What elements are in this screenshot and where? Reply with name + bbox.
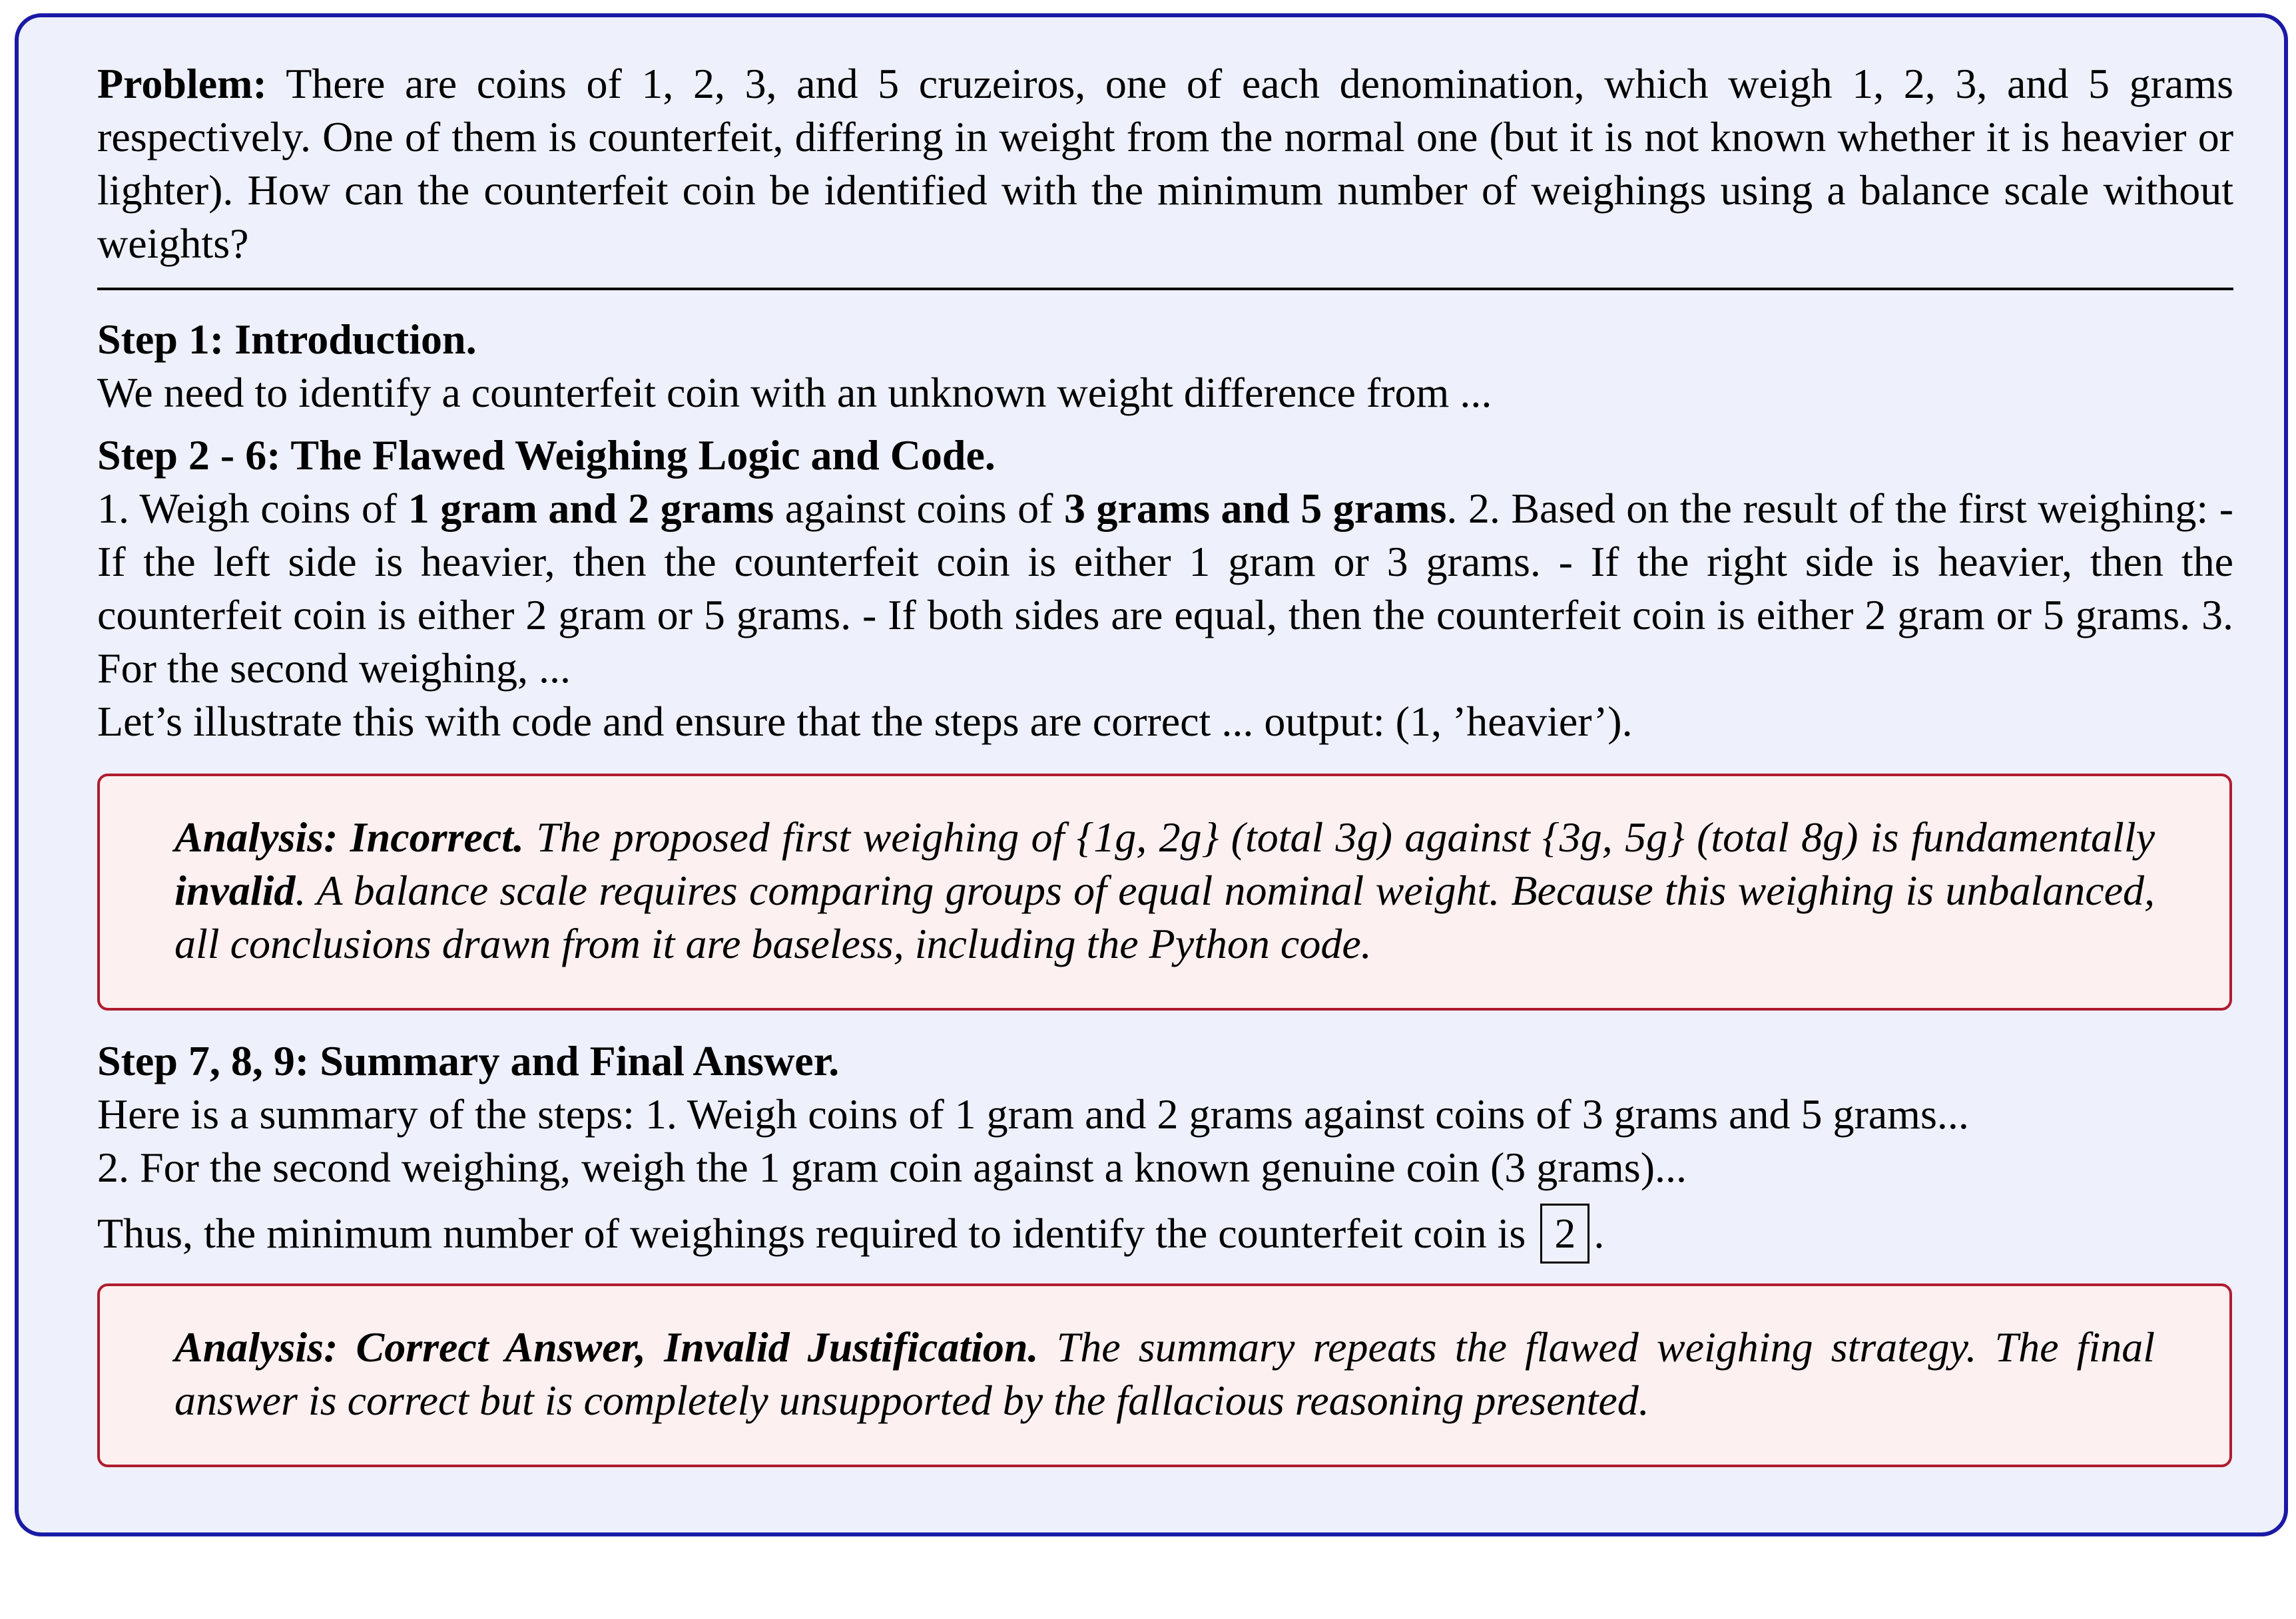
- analysis-box-1: [97, 774, 2232, 1011]
- analysis2-text-body: The summary repeats the flawed weighing strategy. The final answer is correct but is completely unsupported by the fallacious reasoning presented.: [174, 1323, 2155, 1424]
- analysis1-text-a: The proposed first weighing of {1g, 2g} (total 3g) against {3g, 5g} (total 8g) is fundamentally: [524, 813, 2155, 861]
- analysis1-label: Analysis: Incorrect.: [174, 813, 525, 861]
- step2-part2: against coins of: [774, 485, 1064, 532]
- problem-label: Problem:: [97, 60, 267, 107]
- problem-statement: [97, 57, 2233, 270]
- step1-text: We need to identify a counterfeit coin with an unknown weight difference from ...: [97, 369, 1492, 416]
- analysis1-text-b: . A balance scale requires comparing groups of equal nominal weight. Because this weighing is unbalanced, all conclusions drawn from it are baseless, including the Python code.: [174, 867, 2155, 967]
- analysis1-text: [174, 811, 2155, 971]
- problem-text: There are coins of 1, 2, 3, and 5 cruzeiros, one of each denomination, which weigh 1, 2, 3, and 5 grams respectively. One of them is counterfeit, differing in weight from the normal one (but it is not known whether it is heavier or lighter). How can the counterfeit coin be identified with the minimum number of weighings using a balance scale without weights?: [97, 60, 2234, 267]
- step2-part3: . 2. Based on the result of the first weighing: - If the left side is heavier, then the counterfeit coin is either 1 gram or 3 grams. - If the right side is heavier, then the counterfeit coin is either 2 gram or 5 grams. - If both sides are equal, then the counterfeit coin is either 2 gram or 5 grams. 3. For the second weighing, ...: [97, 485, 2234, 692]
- solution-panel: [15, 13, 2288, 1536]
- final-suffix: .: [1593, 1210, 1605, 1257]
- divider: [97, 288, 2233, 290]
- final-answer-line: [97, 1204, 2233, 1264]
- analysis-box-2: [97, 1283, 2232, 1467]
- analysis1-bold: invalid: [174, 867, 296, 914]
- final-prefix: Thus, the minimum number of weighings required to identify the counterfeit coin is: [97, 1210, 1526, 1257]
- step2-code-line: Let’s illustrate this with code and ensure that the steps are correct ... output: (1, ’heavier’).: [97, 698, 1633, 745]
- step2-text: [97, 482, 2233, 695]
- step1-title: Step 1: Introduction.: [97, 316, 477, 363]
- analysis2-label: Analysis: Correct Answer, Invalid Justification.: [174, 1323, 1039, 1371]
- step7-title: Step 7, 8, 9: Summary and Final Answer.: [97, 1037, 840, 1084]
- step2-title: Step 2 - 6: The Flawed Weighing Logic and Code.: [97, 431, 996, 479]
- analysis2-text: [174, 1321, 2155, 1427]
- panel-content: [97, 57, 2233, 1467]
- step7-line1: Here is a summary of the steps: 1. Weigh coins of 1 gram and 2 grams against coins of 3 grams and 5 grams...: [97, 1090, 1969, 1138]
- step7-line2: 2. For the second weighing, weigh the 1 gram coin against a known genuine coin (3 grams)...: [97, 1144, 1687, 1191]
- step2-bold1: 1 gram and 2 grams: [408, 485, 774, 532]
- final-answer-box: 2: [1540, 1204, 1589, 1264]
- step2-bold2: 3 grams and 5 grams: [1063, 485, 1447, 532]
- step2-part1: 1. Weigh coins of: [97, 485, 408, 532]
